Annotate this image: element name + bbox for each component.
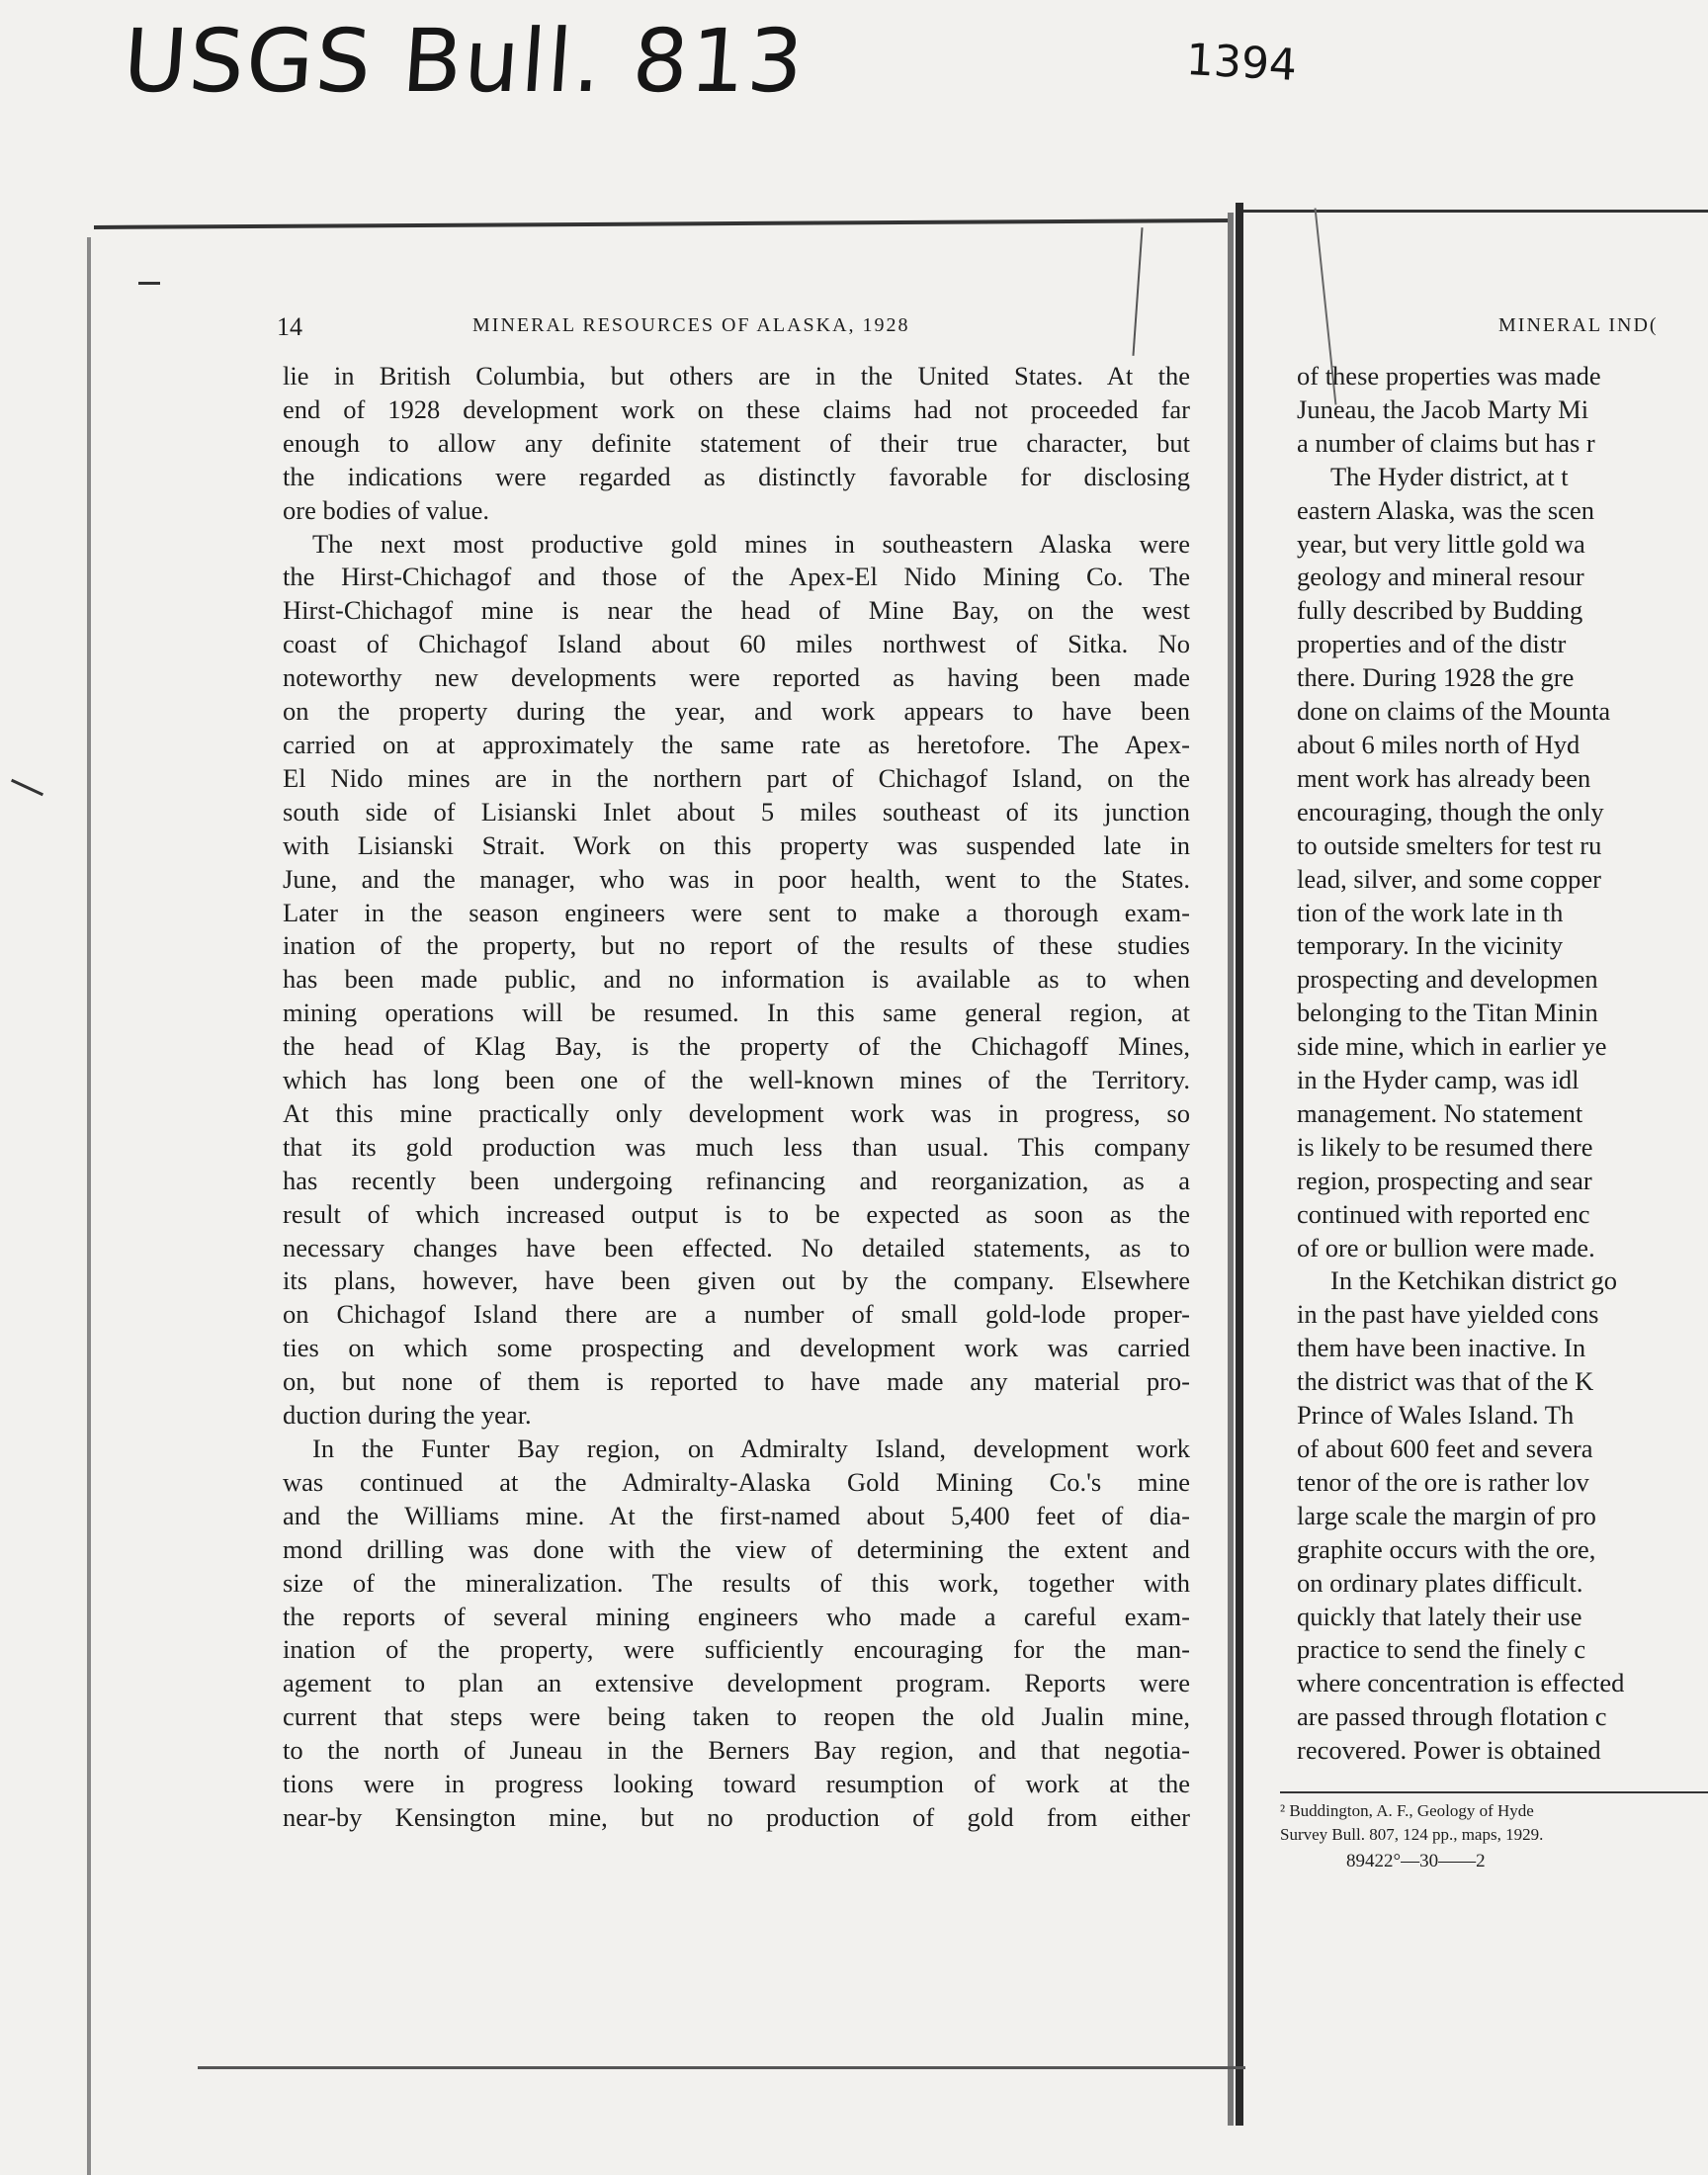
text-line: has been made public, and no information is available as to when — [283, 964, 1190, 995]
text-line: and the Williams mine. At the first-named about 5,400 feet of dia- — [283, 1500, 1190, 1530]
text-line: that its gold production was much less than usual. This company — [283, 1131, 1190, 1162]
sheet-edge-bottom — [198, 2066, 1245, 2069]
text-line: coast of Chichagof Island about 60 miles northwest of Sitka. No — [283, 629, 1190, 659]
text-line: ties on which some prospecting and development work was carried — [283, 1333, 1190, 1363]
footnote-rule — [1280, 1791, 1708, 1793]
text-line: on Chichagof Island there are a number of small gold-lode proper- — [283, 1299, 1190, 1330]
handwritten-number: 1394 — [1184, 35, 1299, 91]
sheet-edge-top-left — [94, 218, 1231, 229]
text-line: there. During 1928 the gre — [1297, 662, 1575, 693]
text-line: practice to send the finely c — [1297, 1634, 1586, 1665]
text-line: The Hyder district, at t — [1330, 461, 1569, 491]
text-line: El Nido mines are in the northern part of Chichagof Island, on the — [283, 762, 1190, 793]
text-line: done on claims of the Mounta — [1297, 696, 1611, 727]
text-line: near-by Kensington mine, but no production of gold from either — [283, 1801, 1190, 1832]
text-line: end of 1928 development work on these claims had not proceeded far — [283, 393, 1190, 424]
page-number: 14 — [277, 312, 302, 341]
text-line: In the Funter Bay region, on Admiralty Island, development work — [312, 1434, 1190, 1463]
text-line: ore bodies of value. — [283, 494, 489, 525]
text-line: June, and the manager, who was in poor health, went to the States. — [283, 863, 1190, 894]
text-line: in the Hyder camp, was idl — [1297, 1065, 1580, 1095]
text-line: which has long been one of the well-known mines of the Territory. — [283, 1065, 1190, 1095]
text-line: quickly that lately their use — [1297, 1601, 1582, 1631]
text-line: lead, silver, and some copper — [1297, 863, 1601, 894]
text-line: noteworthy new developments were reported as having been made — [283, 662, 1190, 693]
text-line: In the Ketchikan district go — [1330, 1265, 1617, 1296]
text-line: mining operations will be resumed. In this same general region, at — [283, 998, 1190, 1028]
text-line: was continued at the Admiralty-Alaska Gold Mining Co.'s mine — [283, 1466, 1190, 1497]
text-line: size of the mineralization. The results of this work, together with — [283, 1567, 1190, 1598]
text-line: the head of Klag Bay, is the property of the Chichagoff Mines, — [283, 1031, 1190, 1062]
text-line: management. No statement — [1297, 1097, 1583, 1128]
text-line: fully described by Budding — [1297, 595, 1583, 626]
text-line: mond drilling was done with the view of determining the extent and — [283, 1533, 1190, 1564]
text-line: of about 600 feet and severa — [1297, 1434, 1593, 1463]
text-line: its plans, however, have been given out by the company. Elsewhere — [283, 1265, 1190, 1296]
text-line: duction during the year. — [283, 1400, 532, 1431]
text-line: large scale the margin of pro — [1297, 1500, 1596, 1530]
text-line: are passed through flotation c — [1297, 1701, 1607, 1732]
sheet-edge-left — [87, 237, 91, 2175]
text-line: recovered. Power is obtained — [1297, 1735, 1601, 1766]
scan-scratch — [1132, 227, 1143, 356]
text-line: Later in the season engineers were sent to make a thorough exam- — [283, 897, 1190, 927]
text-line: prospecting and developmen — [1297, 964, 1598, 995]
text-line: to outside smelters for test ru — [1297, 829, 1602, 860]
text-line: on ordinary plates difficult. — [1297, 1567, 1583, 1598]
gutter-fold — [1236, 203, 1243, 2126]
text-line: them have been inactive. In — [1297, 1333, 1586, 1363]
text-line: side mine, which in earlier ye — [1297, 1031, 1607, 1062]
text-line: result of which increased output is to be expected as soon as the — [283, 1198, 1190, 1229]
text-line: Hirst-Chichagof mine is near the head of Mine Bay, on the west — [283, 595, 1190, 626]
text-line: on, but none of them is reported to have made any material pro- — [283, 1366, 1190, 1397]
text-line: the district was that of the K — [1297, 1366, 1594, 1397]
text-line: tenor of the ore is rather lov — [1297, 1466, 1589, 1497]
text-line: is likely to be resumed there — [1297, 1131, 1593, 1162]
text-line: region, prospecting and sear — [1297, 1165, 1592, 1195]
text-line: where concentration is effected — [1297, 1668, 1625, 1698]
text-line: of these properties was made — [1297, 361, 1601, 391]
text-line: ination of the property, but no report of the results of these studies — [283, 930, 1190, 961]
pencil-tick-mark — [11, 779, 43, 797]
text-line: carried on at approximately the same rate as heretofore. The Apex- — [283, 729, 1190, 759]
text-line: The next most productive gold mines in southeastern Alaska were — [312, 528, 1190, 559]
text-line: has recently been undergoing refinancing and reorganization, as a — [283, 1165, 1190, 1195]
pencil-dash-mark — [138, 282, 160, 285]
left-text-column — [283, 360, 1190, 1835]
text-line: necessary changes have been effected. No detailed statements, as to — [283, 1232, 1190, 1262]
text-line: Juneau, the Jacob Marty Mi — [1297, 393, 1589, 424]
text-line: graphite occurs with the ore, — [1297, 1533, 1596, 1564]
text-line: the indications were regarded as distinctly favorable for disclosing — [283, 461, 1190, 491]
text-line: properties and of the distr — [1297, 629, 1567, 659]
footnote — [1280, 1799, 1708, 1847]
text-line: tions were in progress looking toward resumption of work at the — [283, 1769, 1190, 1799]
text-line: the reports of several mining engineers who made a careful exam- — [283, 1601, 1190, 1631]
right-running-head: MINERAL IND( — [1498, 314, 1659, 336]
footnote-line: Survey Bull. 807, 124 pp., maps, 1929. — [1280, 1825, 1544, 1844]
text-line: the Hirst-Chichagof and those of the Apex-El Nido Mining Co. The — [283, 562, 1190, 592]
text-line: tion of the work late in th — [1297, 897, 1564, 927]
text-line: ment work has already been — [1297, 762, 1591, 793]
text-line: enough to allow any definite statement of their true character, but — [283, 427, 1190, 458]
text-line: on the property during the year, and work appears to have been — [283, 696, 1190, 727]
text-line: eastern Alaska, was the scen — [1297, 494, 1594, 525]
running-head: MINERAL RESOURCES OF ALASKA, 1928 — [472, 314, 910, 336]
text-line: ination of the property, were sufficiently encouraging for the man- — [283, 1634, 1190, 1665]
text-line: lie in British Columbia, but others are in the United States. At the — [283, 361, 1190, 391]
text-line: temporary. In the vicinity — [1297, 930, 1564, 961]
text-line: with Lisianski Strait. Work on this property was suspended late in — [283, 829, 1190, 860]
text-line: geology and mineral resour — [1297, 562, 1584, 592]
text-line: agement to plan an extensive development program. Reports were — [283, 1668, 1190, 1698]
text-line: current that steps were being taken to reopen the old Jualin mine, — [283, 1701, 1190, 1732]
right-text-column — [1297, 360, 1708, 1784]
text-line: in the past have yielded cons — [1297, 1299, 1599, 1330]
printer-signature-mark: 89422°—30——2 — [1346, 1851, 1486, 1871]
text-line: year, but very little gold wa — [1297, 528, 1585, 559]
text-line: of ore or bullion were made. — [1297, 1232, 1595, 1262]
text-line: a number of claims but has r — [1297, 427, 1595, 458]
text-line: south side of Lisianski Inlet about 5 miles southeast of its junction — [283, 796, 1190, 826]
text-line: belonging to the Titan Minin — [1297, 998, 1598, 1028]
text-line: encouraging, though the only — [1297, 796, 1604, 826]
text-line: continued with reported enc — [1297, 1198, 1590, 1229]
text-line: to the north of Juneau in the Berners Bay region, and that negotia- — [283, 1735, 1190, 1766]
sheet-edge-top-right — [1236, 210, 1708, 213]
handwritten-title: USGS Bull. 813 — [120, 10, 809, 112]
footnote-line: ² Buddington, A. F., Geology of Hyde — [1280, 1801, 1534, 1820]
text-line: At this mine practically only development work was in progress, so — [283, 1097, 1190, 1128]
text-line: Prince of Wales Island. Th — [1297, 1400, 1575, 1431]
text-line: about 6 miles north of Hyd — [1297, 729, 1580, 759]
gutter-shadow — [1228, 213, 1234, 2126]
